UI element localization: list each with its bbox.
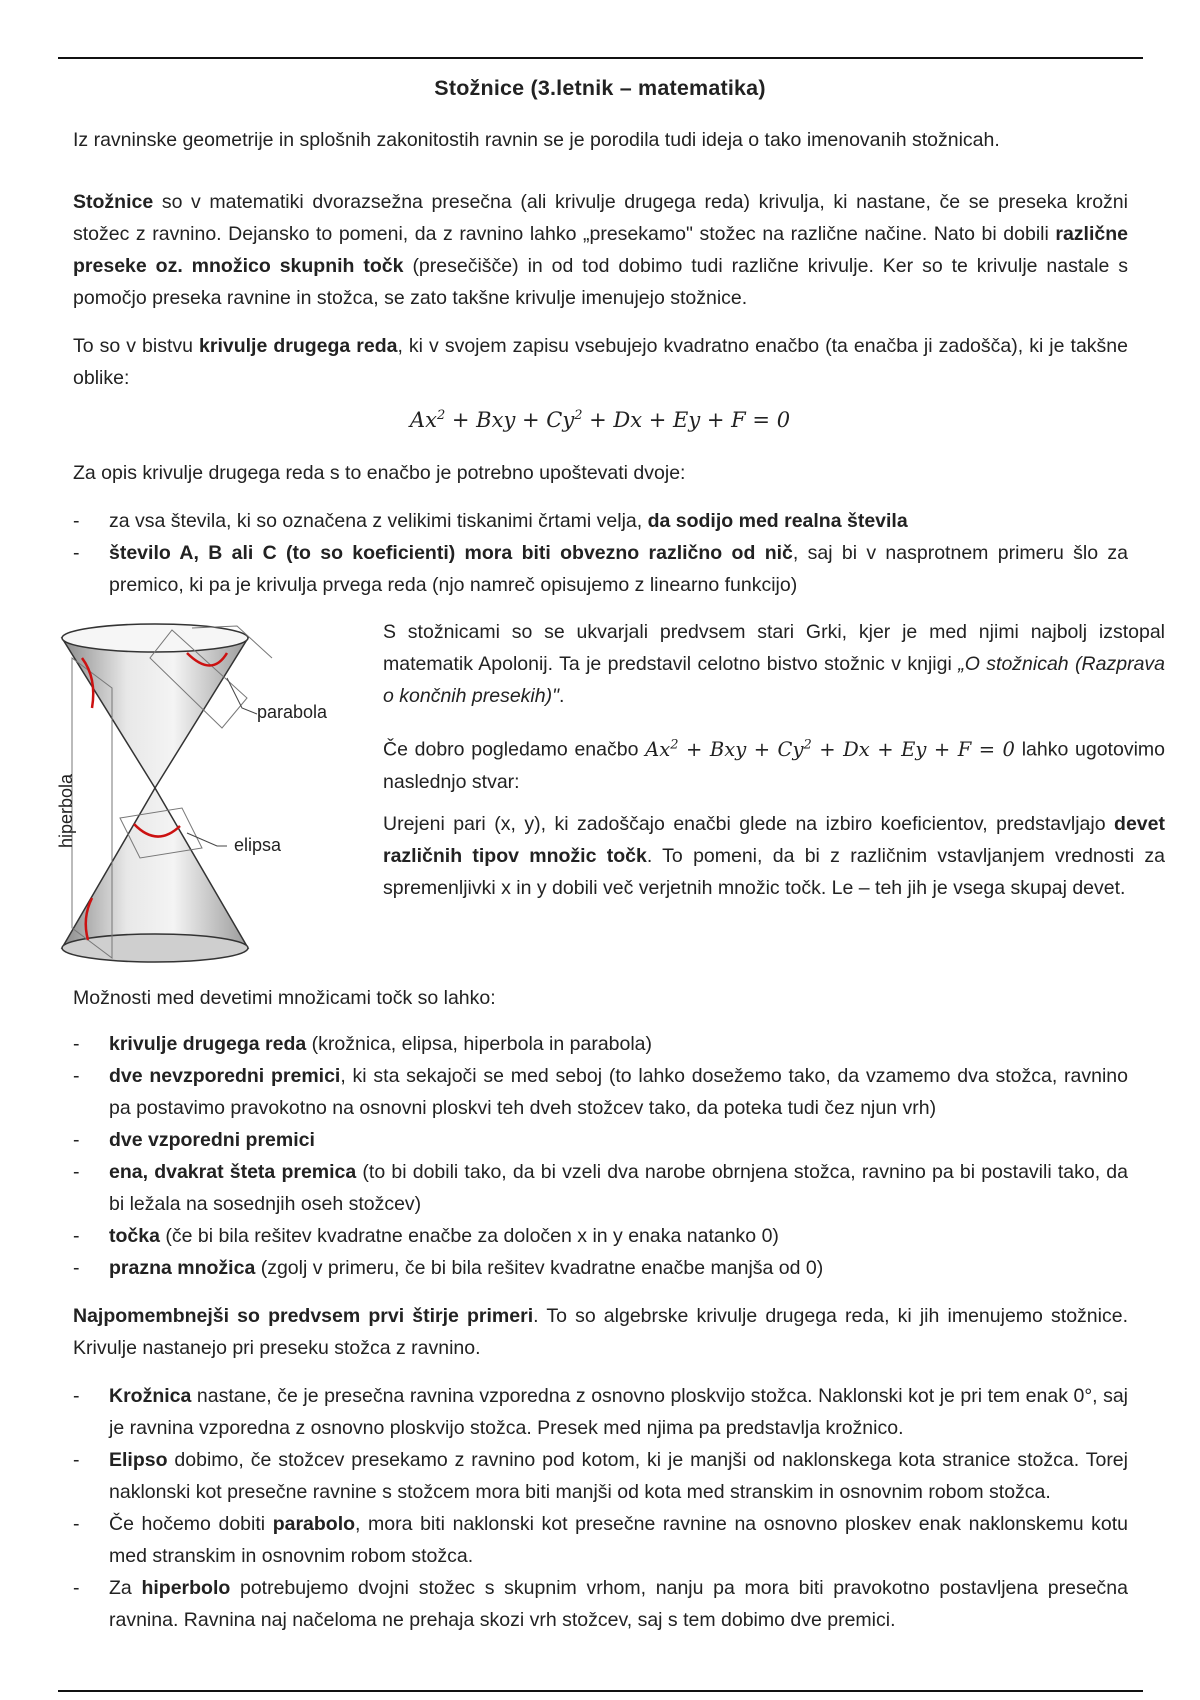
list-item: - dve vzporedni premici [73,1124,1128,1156]
list-item: - število A, B ali C (to so koeficienti) mora biti obvezno različno od nič, saj bi v nasprotnem primeru šlo za premico, ki pa je krivulja prvega reda (njo namreč opisujemo z linearno funkcijo) [73,537,1128,601]
conditions-intro: Za opis krivulje drugega reda s to enačbo je potrebno upoštevati dvoje: [73,462,686,484]
second-order-paragraph: To so v bistvu krivulje drugega reda, ki v svojem zapisu vsebujejo kvadratno enačbo (ta enačba ji zadošča), ki je takšne oblike: [73,335,1128,389]
list-item: - dve nevzporedni premici, ki sta sekajoči se med seboj (to lahko dosežemo tako, da vzamemo dva stožca, ravnino pa postavimo pravokotno na osnovni ploskvi teh dveh stožcev tako, da poteka tudi čez njun vrh) [73,1060,1128,1124]
upper-cone-rim [62,624,248,652]
label-elipsa: elipsa [234,835,282,855]
general-equation: $Ax^2$ + Bxy + $Cy^2 + Dx + Ey + F = 0$ [409,408,791,432]
top-rule [58,57,1143,59]
equation-paragraph: Če dobro pogledamo enačbo $Ax^2$ + Bxy + $Cy^2 + Dx + Ey + F = 0$ lahko ugotovimo naslednjo stvar: [383,737,1165,793]
conditions-list [73,505,1128,601]
important-paragraph: Najpomembnejši so predvsem prvi štirje primeri. To so algebrske krivulje drugega reda, ki jih imenujemo stožnice. Krivulje nastanejo pri preseku stožca z ravnino. [73,1305,1128,1359]
list-item: - Elipso dobimo, če stožcev presekamo z ravnino pod kotom, ki je manjši od naklonskega kota stranice stožca. Torej naklonski kot presečne ravnine s stožcem mora biti manjši od kota med stranskim in osnovnim robom stožca. [73,1444,1128,1508]
list-item: - Krožnica nastane, če je presečna ravnina vzporedna z osnovno ploskvijo stožca. Naklonski kot je pri tem enak 0°, saj je ravnina vzporedna z osnovno ploskvijo stožca. Presek med njima pa predstavlja krožnico. [73,1380,1128,1444]
intro-paragraph: Iz ravninske geometrije in splošnih zakonitostih ravnin se je porodila tudi ideja o tako imenovanih stožnicah. [73,129,1000,151]
options-list [73,1028,1128,1284]
list-item: - točka (če bi bila rešitev kvadratne enačbe za določen x in y enaka natanko 0) [73,1220,1128,1252]
list-item: - ena, dvakrat šteta premica (to bi dobili tako, da bi vzeli dva narobe obrnjena stožca, ravnino pa bi postavili tako, da bi ležala na sosednjih oseh stožcev) [73,1156,1128,1220]
lower-cone-base [62,934,248,962]
bottom-rule [58,1690,1143,1692]
nine-types-paragraph: Urejeni pari (x, y), ki zadoščajo enačbi glede na izbiro koeficientov, predstavljajo devet različnih tipov množic točk. To pomeni, da bi z različnim vstavljanjem vrednosti za spremenljivki x in y dobili več verjetnih množic točk. Le – teh jih je vsega skupaj devet. [383,813,1165,899]
list-item: - Za hiperbolo potrebujemo dvojni stožec s skupnim vrhom, nanju pa mora biti pravokotno postavljena presečna ravnina. Ravnina naj načeloma ne prehaja skozi vrh stožcev, saj s tem dobimo dve premici. [73,1572,1128,1636]
options-intro: Možnosti med devetimi množicami točk so lahko: [73,987,496,1009]
list-item: - krivulje drugega reda (krožnica, elipsa, hiperbola in parabola) [73,1028,1128,1060]
list-item: - prazna množica (zgolj v primeru, če bi bila rešitev kvadratne enačbe manjša od 0) [73,1252,1128,1284]
label-parabola: parabola [257,702,328,722]
page-title: Stožnice (3.letnik – matematika) [434,76,766,100]
double-cone-figure [52,618,372,970]
label-hiperbola: hiperbola [56,773,76,848]
list-item: - Če hočemo dobiti parabolo, mora biti naklonski kot presečne ravnine na osnovno ploskev enak naklonskemu kotu med stranskim in osnovnim robom stožca. [73,1508,1128,1572]
conics-list [73,1380,1128,1636]
apolonij-paragraph: S stožnicami so se ukvarjali predvsem stari Grki, kjer je med njimi najbolj izstopal matematik Apolonij. Ta je predstavil celotno bistvo stožnic v knjigi „O stožnicah (Razprava o končnih presekih)". [383,621,1166,707]
list-item: - za vsa števila, ki so označena z velikimi tiskanimi črtami velja, da sodijo med realna števila [73,505,1128,537]
definition-paragraph: Stožnice so v matematiki dvorazsežna presečna (ali krivulje drugega reda) krivulja, ki nastane, če se preseka krožni stožec z ravnino. Dejansko to pomeni, da z ravnino lahko „presekamo" stožec na različne načine. Nato bi dobili različne preseke oz. množico skupnih točk (presečišče) in od tod dobimo tudi različne krivulje. Ker so te krivulje nastale s pomočjo preseka ravnine in stožca, se zato takšne krivulje imenujejo stožnice. [73,191,1128,309]
